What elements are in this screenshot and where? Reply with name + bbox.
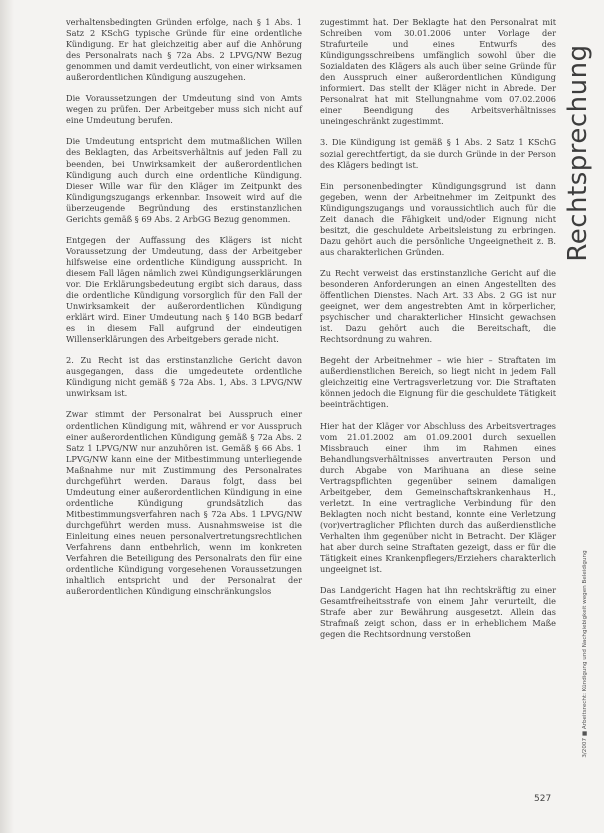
paragraph: zugestimmt hat. Der Beklagte hat den Personalrat mit Schreiben vom 30.01.2006 unter Vorlage der Strafurteile und eines Entwurfs des Kündigungsschreibens umfänglich sowohl über die Sozialdaten des Klägers als auch über seine Gründe für den Ausspruch einer außerordentlichen Kündigung informiert. Das stellt der Kläger nicht in Abrede. Der Personalrat hat mit Stellungnahme vom 07.02.2006 einer Beendigung des Arbeitsverhältnisses uneingeschränkt zugestimmt. [320,17,556,127]
paragraph: Das Landgericht Hagen hat ihn rechtskräftig zu einer Gesamtfreiheitsstrafe von einem Jahr verurteilt, die Strafe aber zur Bewährung ausgesetzt. Allein das Strafmaß zeigt schon, dass er in erheblichem Maße gegen die Rechtsordnung verstoßen [320,585,556,640]
paragraph: Zwar stimmt der Personalrat bei Ausspruch einer ordentlichen Kündigung mit, während er vor Ausspruch einer außerordentlichen Kündigung gemäß § 72a Abs. 2 Satz 1 LPVG/NW nur anzuhören ist. Gemäß § 66 Abs. 1 LPVG/NW kann eine der Mitbestimmung unterliegende Maßnahme nur mit Zustimmung des Personalrates durchgeführt werden. Daraus folgt, dass bei Umdeutung einer außerordentlichen Kündigung in eine ordentliche Kündigung grundsätzlich das Mitbestimmungsverfahren nach § 72a Abs. 1 LPVG/NW durchgeführt werden muss. Ausnahmsweise ist die Einleitung eines neuen personalvertretungsrechtlichen Verfahrens dann entbehrlich, wenn im konkreten Verfahren die Beteiligung des Personalrats den für eine ordentliche Kündigung vorgesehenen Voraussetzungen inhaltlich entspricht und der Personalrat der außerordentlichen Kündigung einschränkungslos [66,409,302,597]
paragraph: 3. Die Kündigung ist gemäß § 1 Abs. 2 Satz 1 KSchG sozial gerechtfertigt, da sie durch Gründe in der Person des Klägers bedingt ist. [320,137,556,170]
paragraph: Ein personenbedingter Kündigungsgrund ist dann gegeben, wenn der Arbeitnehmer im Zeitpunkt des Kündigungszugangs und voraussichtlich auch für die Zeit danach die Fähigkeit und/oder Eignung nicht besitzt, die geschuldete Arbeitsleistung zu erbringen. Dazu gehört auch die persönliche Ungeeignetheit z. B. aus charakterlichen Gründen. [320,180,556,257]
page-number: 527 [534,794,552,804]
page-gutter-shadow [0,0,14,833]
paragraph: Die Umdeutung entspricht dem mutmaßlichen Willen des Beklagten, das Arbeitsverhältnis auf jeden Fall zu beenden, bei Unwirksamkeit der außerordentlichen Kündigung auch durch eine ordentliche Kündigung. Dieser Wille war für den Kläger im Zeitpunkt des Kündigungszugangs erkennbar. Insoweit wird auf die überzeugende Begründung des erstinstanzlichen Gerichts gemäß § 69 Abs. 2 ArbGG Bezug genommen. [66,136,302,224]
section-title-text: Rechtsprechung [563,44,593,262]
paragraph: Entgegen der Auffassung des Klägers ist nicht Voraussetzung der Umdeutung, dass der Arbeitgeber hilfsweise eine ordentliche Kündigung ausspricht. In diesem Fall lägen nämlich zwei Kündigungserklärungen vor. Die Erklärungsbedeutung ergibt sich daraus, dass die ordentliche Kündigung vorsorglich für den Fall der Unwirksamkeit der außerordentlichen Kündigung erklärt wird. Einer Umdeutung nach § 140 BGB bedarf es in diesem Fall aufgrund der eindeutigen Willenserklärungen des Arbeitgebers gerade nicht. [66,234,302,345]
paragraph: Hier hat der Kläger vor Abschluss des Arbeitsvertrages vom 21.01.2002 am 01.09.2001 durch sexuellen Missbrauch einer ihm im Rahmen eines Behandlungsverhältnisses anvertrauten Person und durch Abgabe von Marihuana an diese seine Vertragspflichten gegenüber seinem damaligen Arbeitgeber, dem Gemeinschaftskrankenhaus H., verletzt. In eine vertragliche Verbindung für den Beklagten noch nicht bestand, konnte eine Verletzung (vor)vertraglicher Pflichten durch das außerdienstliche Verhalten ihm gegenüber nicht in Betracht. Der Kläger hat aber durch seine Straftaten gezeigt, dass er für die Tätigkeit eines Krankenpflegers/Erziehers charakterlich ungeeignet ist. [320,420,556,575]
paragraph: Zu Recht verweist das erstinstanzliche Gericht auf die besonderen Anforderungen an einen Angestellten des öffentlichen Dienstes. Nach Art. 33 Abs. 2 GG ist nur geeignet, wer dem angestrebten Amt in körperlicher, psychischer und charakterlicher Hinsicht gewachsen ist. Dazu gehört auch die Bereitschaft, die Rechtsordnung zu wahren. [320,267,556,345]
paragraph: Die Voraussetzungen der Umdeutung sind von Amts wegen zu prüfen. Der Arbeitgeber muss sich nicht auf eine Umdeutung berufen. [66,93,302,126]
section-title [555,18,601,288]
right-text-column [320,17,556,650]
paragraph: 2. Zu Recht ist das erstinstanzliche Gericht davon ausgegangen, dass die umgedeutete ordentliche Kündigung nicht gemäß § 72a Abs. 1, Abs. 3 LPVG/NW unwirksam ist. [66,355,302,399]
paragraph: Begeht der Arbeitnehmer – wie hier – Straftaten im außerdienstlichen Bereich, so liegt nicht in jedem Fall gleichzeitig eine Vertragsverletzung vor. Die Straftaten können jedoch die Eignung für die geschuldete Tätigkeit beeinträchtigen. [320,355,556,410]
left-text-column [66,17,302,607]
paragraph: verhaltensbedingten Gründen erfolge, nach § 1 Abs. 1 Satz 2 KSchG typische Gründe für eine ordentliche Kündigung. Er hat gleichzeitig aber auf die Anhörung des Personalrats nach § 72a Abs. 2 LPVG/NW Bezug genommen und damit verdeutlicht, von einer wirksamen außerordentlichen Kündigung auszugehen. [66,17,302,83]
side-margin-note-text: 3/2007 ■ Arbeitsrecht: Kündigung und Nachgiebigkeit wegen Beleidigung [582,550,588,758]
side-margin-note [577,525,593,783]
